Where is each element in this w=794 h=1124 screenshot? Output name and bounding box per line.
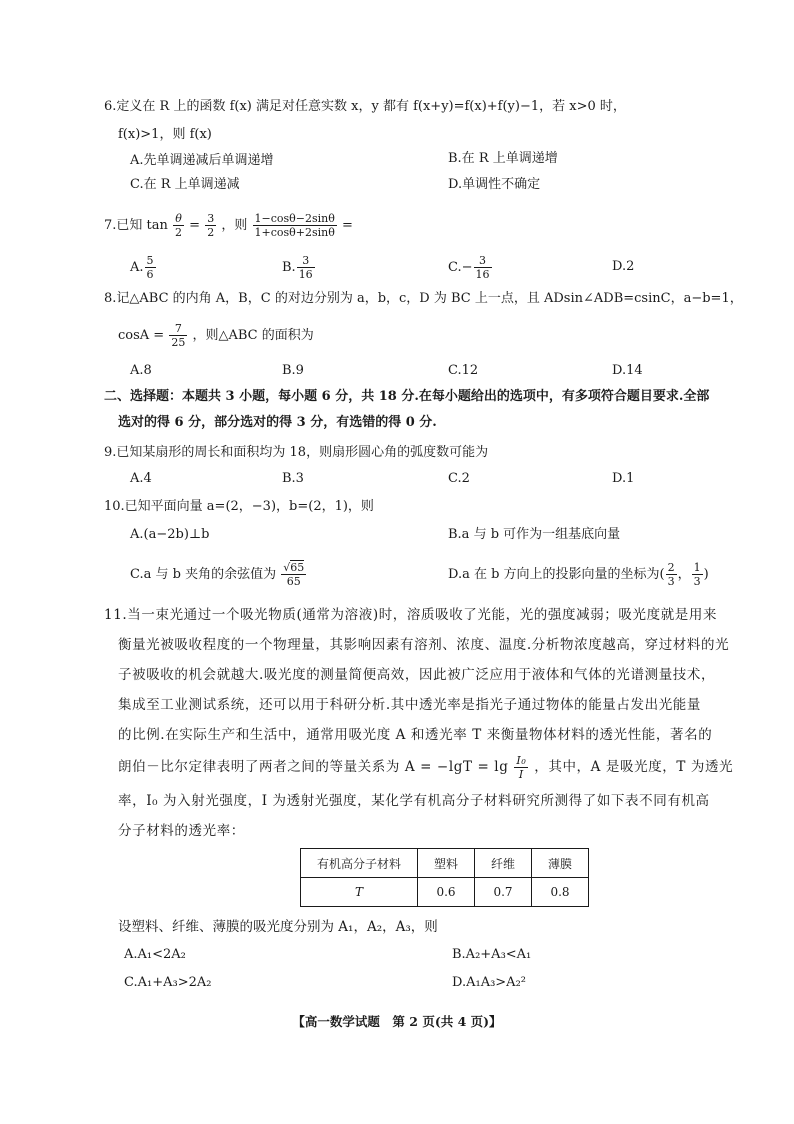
q11-line1: 11.当一束光通过一个吸光物质(通常为溶液)时，溶质吸收了光能，光的强度减弱；吸光度就是用来	[104, 607, 718, 623]
q8-option-a: A.8	[130, 363, 152, 378]
q9-option-d: D.1	[612, 471, 635, 486]
q6-option-c: C.在 R 上单调递减	[130, 177, 240, 192]
q6-line2: f(x)>1，则 f(x)	[118, 127, 212, 142]
q10-option-c: C.a 与 b 夹角的余弦值为 $\frac{√65}{65}$	[130, 561, 305, 588]
table-header-cell: 塑料	[418, 849, 475, 878]
table-row	[301, 878, 589, 907]
q6-option-a: A.先单调递减后单调递增	[130, 153, 274, 168]
q7-half-theta: $\frac{\theta}{2}$	[175, 212, 183, 239]
q7-eq: =	[189, 218, 201, 233]
q6-option-d: D.单调性不确定	[448, 177, 541, 192]
q8-option-d: D.14	[612, 363, 643, 378]
q10-option-a: A.(a−2b)⊥b	[130, 527, 210, 542]
q11-option-b: B.A₂+A₃<A₁	[452, 947, 532, 962]
q11-line5: 的比例.在实际生产和生活中，通常用吸光度 A 和透光率 T 来衡量物体材料的透光性能，著名的	[118, 727, 713, 743]
q7-option-d: D.2	[612, 259, 635, 274]
q6-line1: 6.定义在 R 上的函数 f(x) 满足对任意实数 x，y 都有 f(x+y)=f(x)+f(y)−1，若 x>0 时，	[104, 99, 626, 114]
q11-option-a: A.A₁<2A₂	[124, 947, 186, 962]
q11-after-table: 设塑料、纤维、薄膜的吸光度分别为 A₁，A₂，A₃，则	[118, 919, 438, 935]
q11-line7: 率，I₀ 为入射光强度，I 为透射光强度，某化学有机高分子材料研究所测得了如下表不同有机高	[118, 793, 710, 809]
q11-line6: 朗伯－比尔定律表明了两者之间的等量关系为 A = −lgT = lg $\frac{\text{I₀}}{I}$ ，其中，A 是吸光度，T 为透光	[118, 754, 734, 781]
q10-stem: 10.已知平面向量 a=(2，−3)，b=(2，1)，则	[104, 499, 374, 514]
q10-option-b: B.a 与 b 可作为一组基底向量	[448, 527, 621, 542]
q11-option-d: D.A₁A₃>A₂²	[452, 975, 526, 990]
transmittance-table	[300, 848, 589, 907]
q8-option-c: C.12	[448, 363, 479, 378]
table-cell: 0.7	[475, 878, 532, 907]
q11-line8: 分子材料的透光率：	[118, 823, 245, 839]
q9-option-b: B.3	[282, 471, 304, 486]
q6-option-b: B.在 R 上单调递增	[448, 151, 558, 166]
q7-option-c: C.− $\frac{3}{16}$	[448, 254, 490, 281]
table-header-cell: 有机高分子材料	[301, 849, 418, 878]
q7-stem	[104, 212, 353, 240]
table-header-row	[301, 849, 589, 878]
q8-line2: cosA = $\frac{7}{25}$ ，则△ABC 的面积为	[118, 322, 314, 349]
q10-option-d: D.a 在 b 方向上的投影向量的坐标为( $\frac{2}{3}$ ， $\frac{1}{3}$ )	[448, 561, 709, 588]
table-header-cell: 薄膜	[532, 849, 589, 878]
q7-mid: ，则	[221, 218, 248, 233]
page-footer: 【高一数学试题 第 2 页(共 4 页)】	[292, 1014, 502, 1029]
q9-option-a: A.4	[130, 471, 152, 486]
q7-option-b: B. $\frac{3}{16}$	[282, 254, 313, 281]
q8-line1: 8.记△ABC 的内角 A，B，C 的对边分别为 a，b，c，D 为 BC 上一点，且 ADsin∠ADB=csinC，a−b=1，	[104, 291, 743, 306]
table-cell: 0.8	[532, 878, 589, 907]
q7-expression: $\frac{1-\cos\theta-2\sin\theta}{1+\cos\theta+2\sin\theta}$	[254, 212, 335, 239]
table-header-cell: 纤维	[475, 849, 532, 878]
q7-suffix: =	[342, 218, 353, 233]
q11-line2: 衡量光被吸收程度的一个物理量，其影响因素有溶剂、浓度、温度.分析物浓度越高，穿过材料的光	[118, 637, 730, 653]
table-cell: 0.6	[418, 878, 475, 907]
q7-prefix: 7.已知 tan	[104, 218, 168, 233]
q11-line4: 集成至工业测试系统，还可以用于科研分析.其中透光率是指光子通过物体的能量占发出光能量	[118, 697, 701, 713]
section2-line1: 二、选择题：本题共 3 小题，每小题 6 分，共 18 分.在每小题给出的选项中，有多项符合题目要求.全部	[104, 389, 710, 404]
section2-line2: 选对的得 6 分，部分选对的得 3 分，有选错的得 0 分.	[118, 415, 437, 430]
q7-value: $\frac{3}{2}$	[207, 212, 215, 239]
q8-option-b: B.9	[282, 363, 304, 378]
q7-option-a: A. $\frac{5}{6}$	[130, 254, 154, 281]
q9-option-c: C.2	[448, 471, 470, 486]
q11-option-c: C.A₁+A₃>2A₂	[124, 975, 212, 990]
q9-stem: 9.已知某扇形的周长和面积均为 18，则扇形圆心角的弧度数可能为	[104, 445, 489, 460]
q11-line3: 子被吸收的机会就越大.吸光度的测量简便高效，因此被广泛应用于液体和气体的光谱测量技术，	[118, 667, 716, 683]
table-cell: T	[301, 878, 418, 907]
